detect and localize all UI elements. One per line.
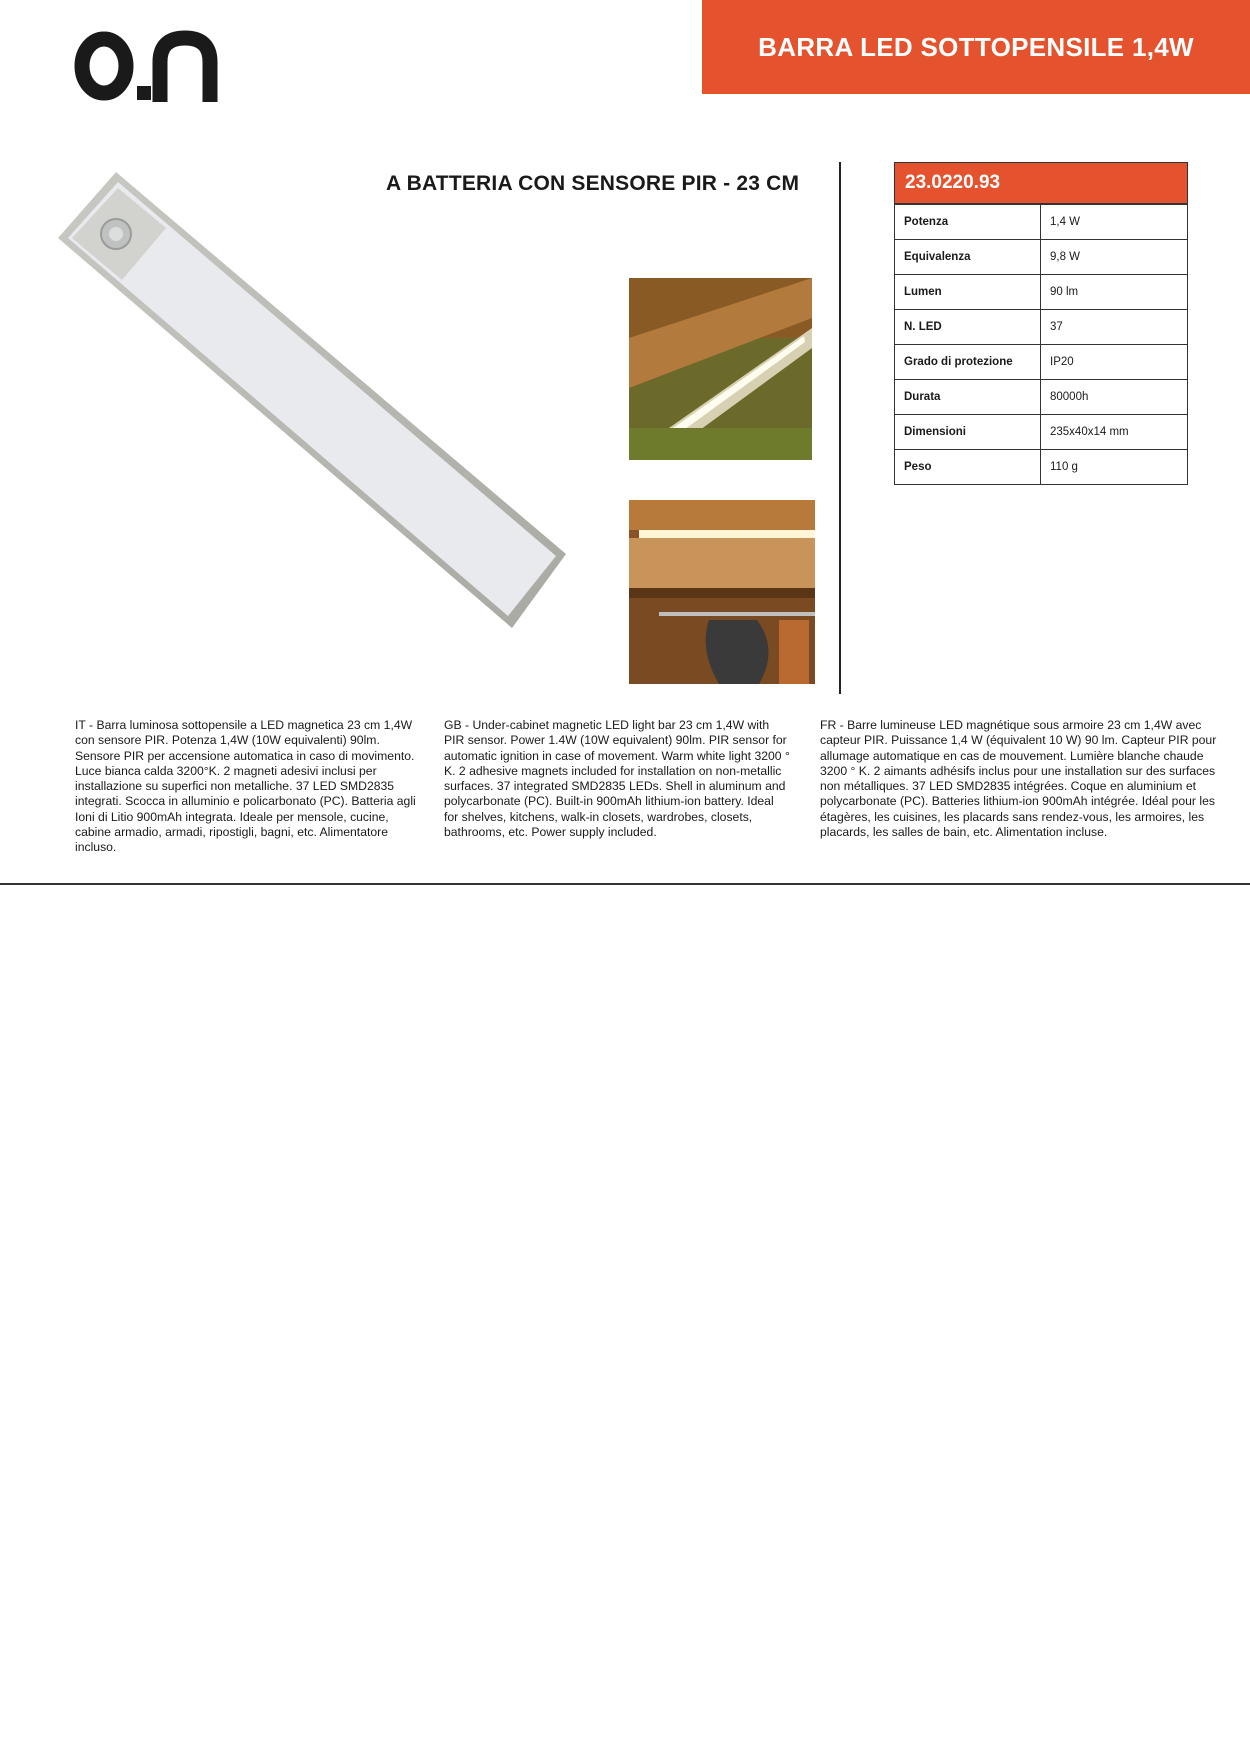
- spec-label: N. LED: [895, 310, 1041, 344]
- spec-row: [895, 239, 1187, 274]
- description-gb: GB - Under-cabinet magnetic LED light bar 23 cm 1,4W with PIR sensor. Power 1.4W (10W equivalent) 90lm. PIR sensor for automatic ignition in case of movement. Warm white light 3200 ° K. 2 adhesive magnets included for installation on non-metallic surfaces. 37 integrated SMD2835 LEDs. Shell in aluminum and polycarbonate (PC). Built-in 900mAh lithium-ion battery. Ideal for shelves, kitchens, walk-in closets, wardrobes, closets, bathrooms, etc. Power supply included.: [444, 718, 790, 840]
- spec-row: [895, 379, 1187, 414]
- spec-value: 37: [1050, 321, 1063, 333]
- spec-table: [894, 162, 1188, 485]
- product-subtitle: A BATTERIA CON SENSORE PIR - 23 CM: [386, 172, 800, 195]
- product-code: 23.0220.93: [895, 163, 1187, 204]
- product-section-2: [0, 886, 1250, 1737]
- brand-logo: [74, 886, 224, 966]
- spec-label: Peso: [895, 450, 1041, 484]
- spec-value: 80000h: [1050, 391, 1089, 403]
- description-it: IT - Barra luminosa sottopensile a LED magnetica 23 cm 1,4W con sensore PIR. Potenza 1,4W (10W equivalenti) 90lm. Sensore PIR per accensione automatica in caso di movimento. Luce bianca calda 3200°K. 2 magneti adesivi inclusi per installazione su superfici non metalliche. 37 LED SMD2835 integrati. Scocca in alluminio e policarbonato (PC). Batteria agli Ioni di Litio 900mAh integrata. Ideale per mensole, cucine, cabine armadio, armadi, ripostigli, bagni, etc. Alimentatore incluso.: [75, 718, 416, 855]
- spec-label: Potenza: [895, 205, 1041, 239]
- banner-title: BARRA LED SOTTOPENSILE 1,4W: [758, 31, 1194, 62]
- spec-row: [895, 414, 1187, 449]
- description-fr: FR - Barre lumineuse LED magnétique sous armoire 23 cm 1,4W avec capteur PIR. Puissance 1,4 W (équivalent 10 W) 90 lm. Capteur PIR pour allumage automatique en cas de mouvement. Lumière blanche chaude 3200 ° K. 2 aimants adhésifs inclus pour une installation sur des surfaces non métalliques. 37 LED SMD2835 intégrées. Coque en aluminium et polycarbonate (PC). Batteries lithium-ion 900mAh intégrée. Idéal pour les étagères, les cuisines, les placards sans rendez-vous, les armoires, les placards, les salles de bain, etc. Alimentation incluse.: [820, 718, 1217, 840]
- spec-row: [895, 309, 1187, 344]
- installation-photo-2: [629, 500, 815, 684]
- installation-photo-1: [629, 278, 812, 460]
- spec-value: 110 g: [1050, 461, 1078, 473]
- spec-value: 1,4 W: [1050, 216, 1081, 228]
- section-divider: [0, 883, 1250, 885]
- product-image: [50, 168, 580, 630]
- spec-value: 9,8 W: [1050, 251, 1081, 263]
- spec-value: 90 lm: [1050, 286, 1079, 298]
- spec-row: [895, 344, 1187, 379]
- spec-value: IP20: [1050, 356, 1074, 368]
- spec-row: [895, 204, 1187, 239]
- vertical-divider: [839, 162, 841, 694]
- spec-label: Durata: [895, 380, 1041, 414]
- spec-label: Equivalenza: [895, 240, 1041, 274]
- spec-row: [895, 449, 1187, 484]
- spec-row: [895, 274, 1187, 309]
- brand-logo: [74, 24, 224, 104]
- product-banner: [702, 0, 1250, 94]
- spec-label: Dimensioni: [895, 415, 1041, 449]
- spec-label: Lumen: [895, 275, 1041, 309]
- spec-label: Grado di protezione: [895, 345, 1041, 379]
- spec-value: 235x40x14 mm: [1050, 426, 1129, 438]
